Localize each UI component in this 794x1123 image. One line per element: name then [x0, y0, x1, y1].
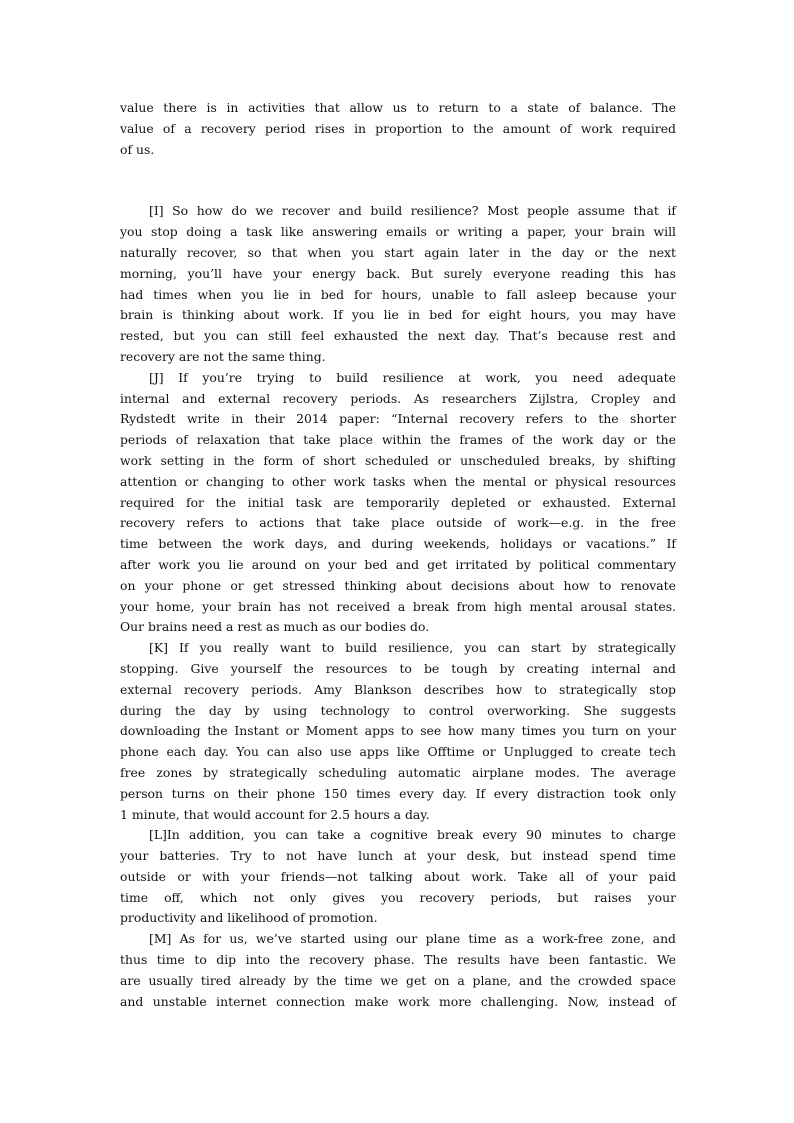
text-line: outside or with your friends—not talking about work. Take all of your paid: [120, 868, 676, 884]
paragraph-intro: [120, 98, 676, 160]
text-line: internal and external recovery periods. As researchers Zijlstra, Cropley and: [120, 390, 676, 406]
text-line: [M] As for us, we’ve started using our plane time as a work-free zone, and: [149, 931, 676, 947]
text-line: time between the work days, and during weekends, holidays or vacations.” If: [120, 536, 676, 552]
text-line: 1 minute, that would account for 2.5 hours a day.: [120, 806, 430, 822]
text-line: during the day by using technology to control overworking. She suggests: [120, 702, 676, 718]
paragraph-L: [120, 825, 676, 929]
document-page: [120, 98, 676, 1012]
text-line: person turns on their phone 150 times every day. If every distraction took only: [120, 785, 676, 801]
text-line: your batteries. Try to not have lunch at your desk, but instead spend time: [120, 848, 676, 864]
text-line: periods of relaxation that take place within the frames of the work day or the: [120, 432, 676, 448]
text-line: value there is in activities that allow us to return to a state of balance. The: [120, 100, 676, 115]
text-line: after work you lie around on your bed and get irritated by political commentary: [120, 556, 676, 572]
text-line: morning, you’ll have your energy back. But surely everyone reading this has: [120, 265, 676, 281]
text-line: productivity and likelihood of promotion.: [120, 910, 378, 926]
text-line: stopping. Give yourself the resources to be tough by creating internal and: [120, 660, 676, 676]
text-line: on your phone or get stressed thinking about decisions about how to renovate: [120, 577, 676, 593]
text-line: attention or changing to other work tasks when the mental or physical resources: [120, 473, 676, 489]
paragraph-K: [120, 638, 676, 825]
text-line: value of a recovery period rises in proportion to the amount of work required: [120, 120, 676, 136]
text-line: downloading the Instant or Moment apps to see how many times you turn on your: [120, 723, 676, 739]
text-line: Our brains need a rest as much as our bodies do.: [120, 619, 430, 635]
text-line: [J] If you’re trying to build resilience at work, you need adequate: [149, 369, 676, 385]
paragraph-I: [120, 201, 676, 367]
text-line: rested, but you can still feel exhausted the next day. That’s because rest and: [120, 328, 676, 344]
paragraph-M: [120, 929, 676, 1012]
text-line: Rydstedt write in their 2014 paper: “Internal recovery refers to the shorter: [120, 411, 676, 427]
text-line: recovery refers to actions that take place outside of work—e.g. in the free: [120, 515, 676, 531]
text-line: recovery are not the same thing.: [120, 348, 326, 364]
text-line: external recovery periods. Amy Blankson describes how to strategically stop: [120, 681, 676, 697]
text-line: are usually tired already by the time we get on a plane, and the crowded space: [120, 972, 676, 988]
text-line: required for the initial task are temporarily depleted or exhausted. External: [120, 494, 676, 510]
text-line: had times when you lie in bed for hours, unable to fall asleep because your: [120, 286, 676, 302]
text-line: time off, which not only gives you recovery periods, but raises your: [120, 889, 676, 905]
text-line: you stop doing a task like answering emails or writing a paper, your brain will: [120, 224, 676, 240]
text-line: brain is thinking about work. If you lie in bed for eight hours, you may have: [120, 307, 676, 323]
text-line: of us.: [120, 141, 155, 157]
text-line: phone each day. You can also use apps like Offtime or Unplugged to create tech: [120, 744, 676, 760]
text-line: [L]In addition, you can take a cognitive break every 90 minutes to charge: [149, 827, 676, 843]
text-line: [K] If you really want to build resilience, you can start by strategically: [149, 640, 676, 656]
paragraph-gap: [120, 160, 676, 201]
text-line: free zones by strategically scheduling automatic airplane modes. The average: [120, 764, 676, 780]
text-line: work setting in the form of short scheduled or unscheduled breaks, by shifting: [120, 452, 676, 468]
text-line: thus time to dip into the recovery phase. The results have been fantastic. We: [120, 952, 676, 968]
text-line: naturally recover, so that when you start again later in the day or the next: [120, 244, 676, 260]
text-line: [I] So how do we recover and build resilience? Most people assume that if: [149, 203, 676, 219]
paragraph-J: [120, 368, 676, 638]
text-line: and unstable internet connection make work more challenging. Now, instead of: [120, 993, 676, 1009]
text-line: your home, your brain has not received a break from high mental arousal states.: [120, 598, 676, 614]
